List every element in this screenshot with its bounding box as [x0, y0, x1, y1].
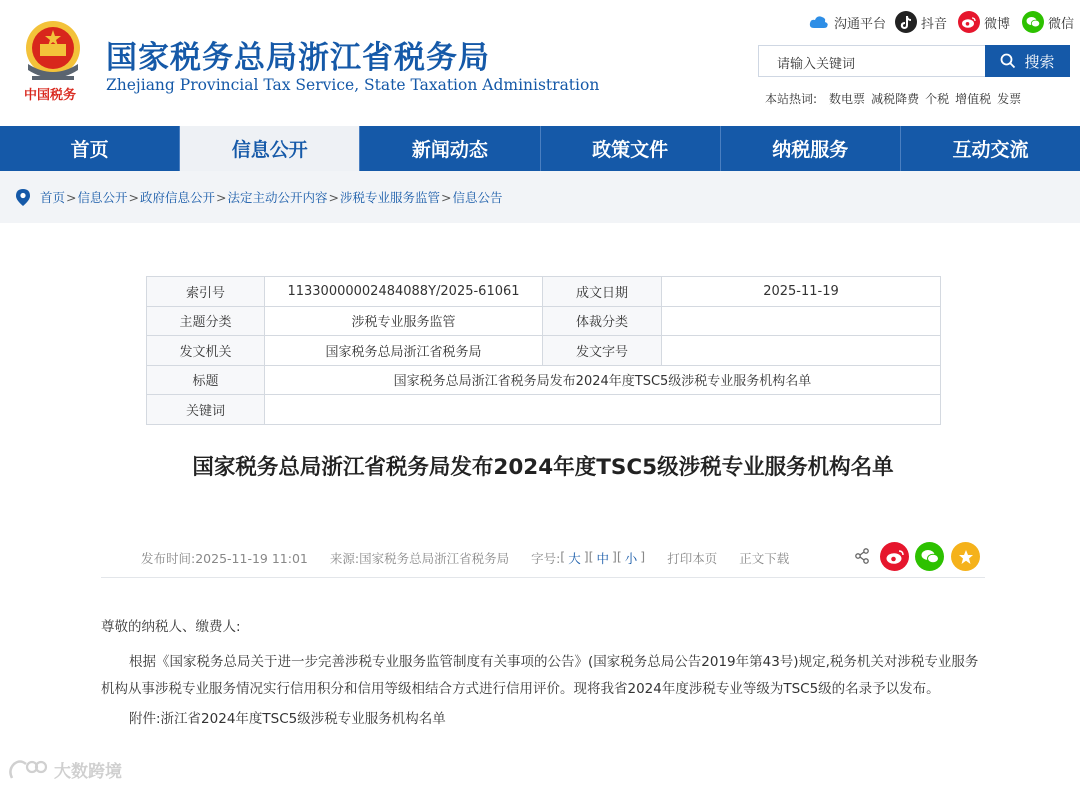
breadcrumb: 首页 > 信息公开 > 政府信息公开 > 法定主动公开内容 > 涉税专业服务监管 > 信息公告	[16, 188, 503, 206]
douyin-icon	[895, 11, 917, 33]
search-input[interactable]	[758, 45, 986, 77]
font-size-large[interactable]: 大	[568, 551, 581, 566]
body-paragraph: 根据《国家税务总局关于进一步完善涉税专业服务监管制度有关事项的公告》(国家税务总局公告2019年第43号)规定,税务机关对涉税专业服务机构从事涉税专业服务情况实行信用积分和信用等级相结合方式进行信用评价。现将我省2024年度涉税专业等级为TSC5级的名录予以发布。	[101, 654, 979, 697]
nav-interaction[interactable]: 互动交流	[952, 139, 1029, 161]
table-row	[147, 365, 941, 395]
nav-policy[interactable]: 政策文件	[541, 126, 721, 171]
star-icon	[958, 549, 974, 565]
weibo-icon	[886, 550, 904, 564]
logo-caption: 中国税务	[24, 88, 77, 103]
search-icon	[1000, 53, 1016, 69]
genre-label: 体裁分类	[543, 306, 662, 336]
date-value: 2025-11-19	[662, 277, 941, 307]
share-weibo-button[interactable]	[880, 542, 909, 571]
weibo-icon	[958, 11, 980, 33]
social-label: 微博	[984, 16, 1011, 32]
wechat-icon	[1022, 11, 1044, 33]
index-value: 11330000002484088Y/2025-61061	[265, 277, 543, 307]
print-page-link[interactable]: 打印本页	[667, 551, 718, 566]
title-value: 国家税务总局浙江省税务局发布2024年度TSC5级涉税专业服务机构名单	[265, 365, 941, 395]
breadcrumb-bar	[0, 171, 1080, 223]
breadcrumb-statutory[interactable]: 法定主动公开内容	[227, 190, 328, 205]
table-row	[147, 395, 941, 425]
watermark-logo-icon	[8, 758, 48, 782]
greeting: 尊敬的纳税人、缴费人:	[101, 619, 241, 635]
breadcrumb-notice[interactable]: 信息公告	[452, 190, 503, 205]
hot-word[interactable]: 减税降费	[871, 92, 920, 106]
font-size-label: 字号:	[531, 551, 561, 566]
nav-info-disclosure[interactable]: 信息公开	[180, 126, 360, 171]
site-title-cn[interactable]: 国家税务总局浙江省税务局	[106, 40, 490, 76]
title-label: 标题	[147, 365, 265, 395]
topic-value: 涉税专业服务监管	[265, 306, 543, 336]
hot-words	[765, 90, 1021, 107]
share-wechat-button[interactable]	[915, 542, 944, 571]
article-title: 国家税务总局浙江省税务局发布2024年度TSC5级涉税专业服务机构名单	[192, 455, 894, 480]
keywords-value	[265, 395, 941, 425]
genre-value	[662, 306, 941, 336]
date-label: 成文日期	[543, 277, 662, 307]
search-button[interactable]	[985, 45, 1070, 77]
attachment-link[interactable]: 附件:浙江省2024年度TSC5级涉税专业服务机构名单	[129, 711, 446, 727]
search-button-label: 搜索	[1024, 52, 1055, 71]
nav-home[interactable]: 首页	[0, 126, 180, 171]
social-wechat[interactable]	[1022, 10, 1074, 34]
wechat-icon	[921, 549, 939, 564]
watermark	[8, 757, 122, 782]
keywords-label: 关键词	[147, 395, 265, 425]
social-weibo[interactable]	[958, 10, 1010, 34]
article-body	[101, 614, 987, 733]
site-title-en: Zhejiang Provincial Tax Service, State Taxation Administration	[106, 76, 600, 94]
breadcrumb-supervision[interactable]: 涉税专业服务监管	[340, 190, 441, 205]
table-row	[147, 336, 941, 366]
breadcrumb-info[interactable]: 信息公开	[77, 190, 128, 205]
table-row	[147, 277, 941, 307]
national-emblem-logo[interactable]	[18, 14, 88, 104]
index-label: 索引号	[147, 277, 265, 307]
search-placeholder: 请输入关键词	[777, 57, 856, 72]
breadcrumb-gov-info[interactable]: 政府信息公开	[140, 190, 216, 205]
share-icon[interactable]	[854, 548, 870, 568]
topic-label: 主题分类	[147, 306, 265, 336]
breadcrumb-home[interactable]: 首页	[40, 190, 66, 205]
hot-words-label: 本站热词:	[765, 92, 818, 106]
hot-word[interactable]: 数电票	[829, 92, 866, 106]
issuer-value: 国家税务总局浙江省税务局	[265, 336, 543, 366]
nav-tax-service[interactable]: 纳税服务	[721, 126, 901, 171]
hot-word[interactable]: 发票	[997, 92, 1022, 106]
share-favorite-button[interactable]	[951, 542, 980, 571]
publish-time: 发布时间:2025-11-19 11:01	[141, 551, 308, 566]
download-text-link[interactable]: 正文下载	[739, 551, 790, 566]
issuer-label: 发文机关	[147, 336, 265, 366]
social-label: 微信	[1048, 16, 1075, 32]
hot-word[interactable]: 个税	[925, 92, 950, 106]
article-meta: 发布时间:2025-11-19 11:01 来源:国家税务总局浙江省税务局 字号: [ 大 ] [ 中 ] [ 小 ] 打印本页 正文下载	[141, 549, 790, 566]
nav-news[interactable]: 新闻动态	[360, 126, 540, 171]
cloud-icon	[808, 11, 830, 33]
docno-value	[662, 336, 941, 366]
location-pin-icon	[16, 189, 30, 206]
table-row	[147, 306, 941, 336]
site-header	[0, 0, 1080, 126]
article-source: 来源:国家税务总局浙江省税务局	[329, 551, 510, 566]
font-size-medium[interactable]: 中	[596, 551, 609, 566]
hot-word[interactable]: 增值税	[955, 92, 992, 106]
meta-divider	[101, 577, 985, 578]
main-nav	[0, 126, 1080, 171]
social-label: 抖音	[921, 16, 948, 32]
social-communication-platform[interactable]	[808, 10, 886, 34]
font-size-small[interactable]: 小	[624, 551, 638, 566]
social-label: 沟通平台	[834, 16, 887, 32]
social-douyin[interactable]	[895, 10, 947, 34]
docno-label: 发文字号	[543, 336, 662, 366]
watermark-text: 大数跨境	[54, 762, 122, 782]
document-info-table	[146, 276, 941, 425]
